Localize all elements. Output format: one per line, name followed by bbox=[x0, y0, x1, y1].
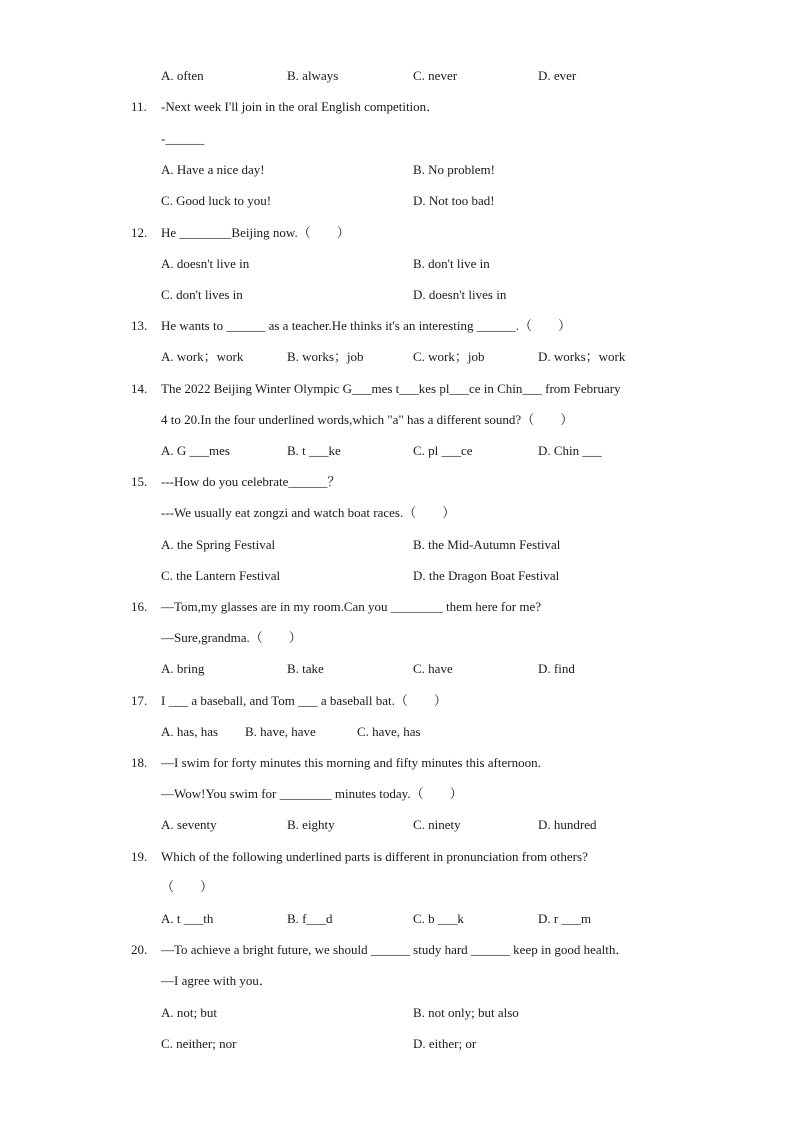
question-stem-line-2: ---We usually eat zongzi and watch boat races.（ ） bbox=[161, 505, 456, 520]
q17-option-b[interactable]: B. have, have bbox=[245, 724, 316, 739]
question-stem: -Next week I'll join in the oral English competition． bbox=[161, 99, 440, 114]
q14-option-a[interactable]: A. G ___mes bbox=[161, 443, 230, 458]
q13-option-d[interactable]: D. works；work bbox=[538, 349, 626, 364]
q10-option-a[interactable]: A. often bbox=[161, 68, 204, 83]
q20-option-a[interactable]: A. not; but bbox=[161, 1005, 217, 1020]
question-stem-line-2: —I agree with you． bbox=[161, 973, 272, 988]
question-stem-line-2: —Sure,grandma.（ ） bbox=[161, 630, 302, 645]
q12-option-d[interactable]: D. doesn't lives in bbox=[413, 287, 507, 302]
q12-option-c[interactable]: C. don't lives in bbox=[161, 287, 243, 302]
question-stem: —Tom,my glasses are in my room.Can you ________ them here for me? bbox=[161, 599, 541, 614]
q20-option-d[interactable]: D. either; or bbox=[413, 1036, 477, 1051]
q11-option-c[interactable]: C. Good luck to you! bbox=[161, 193, 272, 208]
q16-option-c[interactable]: C. have bbox=[413, 661, 453, 676]
q14-option-c[interactable]: C. pl ___ce bbox=[413, 443, 473, 458]
q14-option-d[interactable]: D. Chin ___ bbox=[538, 443, 602, 458]
q18-option-b[interactable]: B. eighty bbox=[287, 817, 335, 832]
question-stem-line-2: 4 to 20.In the four underlined words,which "a" has a different sound?（ ） bbox=[161, 412, 574, 427]
q13-option-a[interactable]: A. work；work bbox=[161, 349, 244, 364]
q12-option-a[interactable]: A. doesn't live in bbox=[161, 256, 250, 271]
q11-option-b[interactable]: B. No problem! bbox=[413, 162, 495, 177]
question-stem: Which of the following underlined parts is different in pronunciation from others? bbox=[161, 849, 588, 864]
question-number: 19. bbox=[131, 849, 148, 864]
q19-option-d[interactable]: D. r ___m bbox=[538, 911, 592, 926]
q10-option-c[interactable]: C. never bbox=[413, 68, 458, 83]
question-stem-line-2: （ ） bbox=[161, 879, 214, 894]
q16-option-a[interactable]: A. bring bbox=[161, 661, 205, 676]
question-stem: He wants to ______ as a teacher.He thinks it's an interesting ______.（ ） bbox=[161, 318, 571, 333]
question-number: 17. bbox=[131, 693, 148, 708]
q19-option-a[interactable]: A. t ___th bbox=[161, 911, 214, 926]
question-stem: The 2022 Beijing Winter Olympic G___mes t___kes pl___ce in Chin___ from February bbox=[161, 381, 621, 396]
question-stem: ---How do you celebrate______？ bbox=[161, 474, 341, 489]
q15-option-a[interactable]: A. the Spring Festival bbox=[161, 537, 276, 552]
question-number: 13. bbox=[131, 318, 148, 333]
question-number: 12. bbox=[131, 225, 148, 240]
q19-option-b[interactable]: B. f___d bbox=[287, 911, 333, 926]
q20-option-c[interactable]: C. neither; nor bbox=[161, 1036, 237, 1051]
q13-option-c[interactable]: C. work；job bbox=[413, 349, 485, 364]
question-stem: —I swim for forty minutes this morning and fifty minutes this afternoon. bbox=[161, 755, 541, 770]
q18-option-d[interactable]: D. hundred bbox=[538, 817, 597, 832]
question-number: 16. bbox=[131, 599, 148, 614]
q13-option-b[interactable]: B. works；job bbox=[287, 349, 364, 364]
question-stem-line-2: -______ bbox=[161, 131, 205, 146]
question-stem: —To achieve a bright future, we should ______ study hard ______ keep in good health． bbox=[161, 942, 629, 957]
question-number: 15. bbox=[131, 474, 148, 489]
q15-option-d[interactable]: D. the Dragon Boat Festival bbox=[413, 568, 560, 583]
q18-option-a[interactable]: A. seventy bbox=[161, 817, 217, 832]
question-number: 11. bbox=[131, 99, 147, 114]
q15-option-c[interactable]: C. the Lantern Festival bbox=[161, 568, 281, 583]
q15-option-b[interactable]: B. the Mid-Autumn Festival bbox=[413, 537, 561, 552]
question-stem: He ________Beijing now.（ ） bbox=[161, 225, 350, 240]
q17-option-c[interactable]: C. have, has bbox=[357, 724, 421, 739]
q19-option-c[interactable]: C. b ___k bbox=[413, 911, 464, 926]
q16-option-b[interactable]: B. take bbox=[287, 661, 324, 676]
q18-option-c[interactable]: C. ninety bbox=[413, 817, 461, 832]
q14-option-b[interactable]: B. t ___ke bbox=[287, 443, 341, 458]
question-stem: I ___ a baseball, and Tom ___ a baseball bat.（ ） bbox=[161, 693, 447, 708]
q16-option-d[interactable]: D. find bbox=[538, 661, 575, 676]
q11-option-a[interactable]: A. Have a nice day! bbox=[161, 162, 265, 177]
q10-option-d[interactable]: D. ever bbox=[538, 68, 577, 83]
q10-option-b[interactable]: B. always bbox=[287, 68, 339, 83]
question-number: 20. bbox=[131, 942, 148, 957]
q17-option-a[interactable]: A. has, has bbox=[161, 724, 219, 739]
question-stem-line-2: —Wow!You swim for ________ minutes today.（ ） bbox=[161, 786, 463, 801]
q12-option-b[interactable]: B. don't live in bbox=[413, 256, 490, 271]
question-number: 14. bbox=[131, 381, 148, 396]
question-number: 18. bbox=[131, 755, 148, 770]
q20-option-b[interactable]: B. not only; but also bbox=[413, 1005, 519, 1020]
q11-option-d[interactable]: D. Not too bad! bbox=[413, 193, 495, 208]
